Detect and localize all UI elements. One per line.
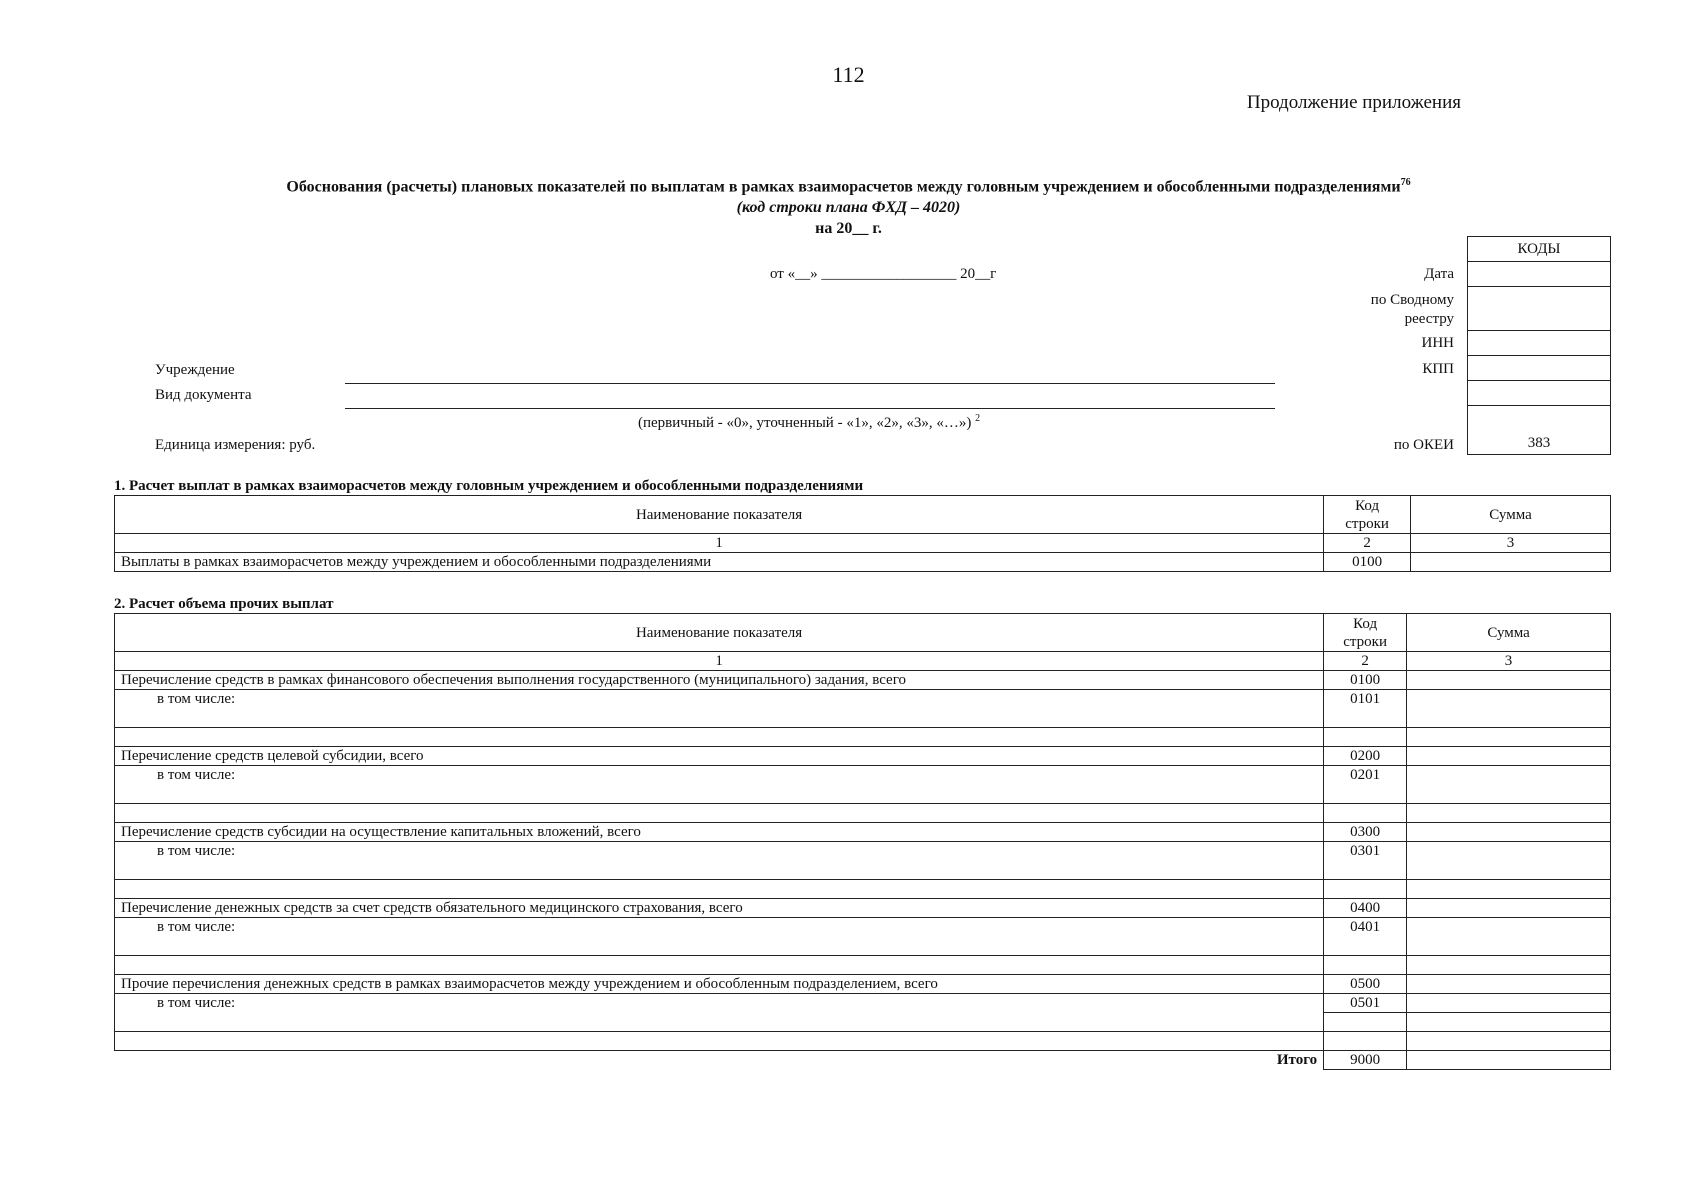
table-row-sub-code: 0201 [1324, 766, 1407, 804]
table-row-empty-code[interactable] [1324, 956, 1407, 975]
table-row-name: Перечисление средств в рамках финансового обеспечения выполнения государственного (муниципального) задания, всего [115, 671, 1324, 690]
table-row-code: 0400 [1324, 899, 1407, 918]
table-row-empty-code[interactable] [1324, 804, 1407, 823]
table-row-sub-code: 0401 [1324, 918, 1407, 956]
code-kpp-cell[interactable] [1468, 356, 1611, 381]
table-row-empty[interactable] [115, 880, 1324, 899]
continuation-label: Продолжение приложения [1246, 92, 1461, 113]
codes-header: КОДЫ [1468, 237, 1611, 262]
table-row-sum[interactable] [1407, 1013, 1611, 1032]
unit-label: Единица измерения: руб. [155, 437, 316, 453]
s1-col-num-2: 2 [1324, 534, 1411, 553]
institution-underline [345, 382, 1275, 384]
s1-header-code: Код строки [1324, 496, 1411, 534]
table-row-empty[interactable] [115, 728, 1324, 747]
total-code: 9000 [1324, 1051, 1407, 1070]
s2-header-name: Наименование показателя [115, 614, 1324, 652]
doc-type-hint: (первичный - «0», уточненный - «1», «2», «3», «…») $^2$ [638, 413, 981, 431]
s1-col-num-1: 1 [115, 534, 1324, 553]
table-row-empty-code[interactable] [1324, 1032, 1407, 1051]
s1-header-sum: Сумма [1411, 496, 1611, 534]
s2-header-code: Код строки [1324, 614, 1407, 652]
table-row-empty-code[interactable] [1324, 728, 1407, 747]
section1-title: 1. Расчет выплат в рамках взаиморасчетов между головным учреждением и обособленными подразделениями [114, 478, 864, 494]
table-row-sum[interactable] [1407, 994, 1611, 1013]
table-row-sum[interactable] [1407, 956, 1611, 975]
table-row-sum[interactable] [1407, 747, 1611, 766]
s1-header-name: Наименование показателя [115, 496, 1324, 534]
codes-label-registry-2: реестру [1404, 311, 1454, 327]
document-title [0, 172, 1697, 239]
section2-title: 2. Расчет объема прочих выплат [114, 596, 334, 612]
doc-type-underline [345, 407, 1275, 409]
codes-table [1467, 236, 1611, 455]
table-row-sub-name: в том числе: [115, 766, 1324, 804]
section2-table [114, 613, 1611, 1070]
codes-label-kpp: КПП [1422, 361, 1454, 377]
total-label: Итого [115, 1051, 1324, 1070]
codes-label-registry-1: по Сводному [1370, 292, 1454, 308]
title-footnote: 76 [1400, 177, 1411, 188]
table-row-sum[interactable] [1407, 671, 1611, 690]
codes-label-okei: по ОКЕИ [1393, 437, 1454, 453]
table-row-code: 0500 [1324, 975, 1407, 994]
table-row-empty-code[interactable] [1324, 1013, 1407, 1032]
title-line-2: (код строки плана ФХД – 4020) [736, 199, 961, 217]
title-line-1: Обоснования (расчеты) плановых показателей по выплатам в рамках взаиморасчетов между головным учреждением и обособленными подразделениями [286, 178, 1401, 196]
table-row-sum[interactable] [1407, 842, 1611, 880]
s1-row-code: 0100 [1324, 553, 1411, 572]
s2-col-num-3: 3 [1407, 652, 1611, 671]
code-okei-cell: 383 [1468, 406, 1611, 455]
table-row-sub-name: в том числе: [115, 842, 1324, 880]
code-date-cell[interactable] [1468, 262, 1611, 287]
s1-row-sum[interactable] [1411, 553, 1611, 572]
table-row-sum[interactable] [1407, 728, 1611, 747]
table-row-sum[interactable] [1407, 918, 1611, 956]
codes-label-date: Дата [1424, 266, 1454, 282]
table-row-name: Прочие перечисления денежных средств в рамках взаиморасчетов между учреждением и обособленным подразделением, всего [115, 975, 1324, 994]
page-number: 112 [832, 62, 865, 87]
table-row-empty-code[interactable] [1324, 880, 1407, 899]
table-row-code: 0300 [1324, 823, 1407, 842]
table-row-name: Перечисление средств субсидии на осуществление капитальных вложений, всего [115, 823, 1324, 842]
table-row-sub-name: в том числе: [115, 994, 1324, 1032]
table-row-name: Перечисление денежных средств за счет средств обязательного медицинского страхования, всего [115, 899, 1324, 918]
table-row-sum[interactable] [1407, 690, 1611, 728]
table-row-sub-name: в том числе: [115, 690, 1324, 728]
table-row-sub-name: в том числе: [115, 918, 1324, 956]
table-row-sum[interactable] [1407, 975, 1611, 994]
table-row-sum[interactable] [1407, 880, 1611, 899]
table-row-sum[interactable] [1407, 899, 1611, 918]
code-registry-cell[interactable] [1468, 287, 1611, 331]
table-row-code: 0200 [1324, 747, 1407, 766]
code-doc-type-cell[interactable] [1468, 381, 1611, 406]
doc-type-label: Вид документа [155, 387, 252, 403]
s2-header-sum: Сумма [1407, 614, 1611, 652]
table-row-empty[interactable] [115, 956, 1324, 975]
s1-col-num-3: 3 [1411, 534, 1611, 553]
date-line: от «__» __________________ 20__г [770, 266, 997, 282]
title-line-3: на 20__ г. [815, 220, 882, 238]
section1-table [114, 495, 1611, 572]
s2-col-num-2: 2 [1324, 652, 1407, 671]
institution-label: Учреждение [155, 362, 235, 378]
codes-label-inn: ИНН [1421, 335, 1454, 351]
table-row-sub-code: 0501 [1324, 994, 1407, 1013]
total-sum[interactable] [1407, 1051, 1611, 1070]
table-row-sub-code: 0301 [1324, 842, 1407, 880]
table-row-sum[interactable] [1407, 766, 1611, 804]
code-inn-cell[interactable] [1468, 331, 1611, 356]
table-row-sum[interactable] [1407, 1032, 1611, 1051]
table-row-empty[interactable] [115, 804, 1324, 823]
table-row-name: Перечисление средств целевой субсидии, всего [115, 747, 1324, 766]
table-row-code: 0100 [1324, 671, 1407, 690]
table-row-empty[interactable] [115, 1032, 1324, 1051]
s1-row-name: Выплаты в рамках взаиморасчетов между учреждением и обособленными подразделениями [115, 553, 1324, 572]
table-row-sum[interactable] [1407, 804, 1611, 823]
table-row-sub-code: 0101 [1324, 690, 1407, 728]
table-row-sum[interactable] [1407, 823, 1611, 842]
s2-col-num-1: 1 [115, 652, 1324, 671]
